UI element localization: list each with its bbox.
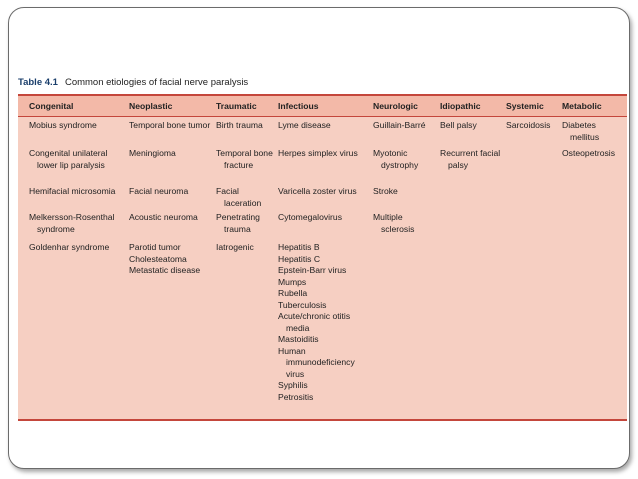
table-cell-item: Stroke <box>373 186 398 196</box>
table-cell-item: Human immunodeficiency virus <box>278 345 355 379</box>
table-cell-item: Multiple sclerosis <box>373 212 415 234</box>
table-cell-item: Congenital unilateral lower lip paralysis <box>29 148 108 170</box>
table-cell-item: Goldenhar syndrome <box>29 242 110 252</box>
table-cell-infectious <box>278 212 370 224</box>
table-cell-item: Facial laceration <box>216 186 262 208</box>
table-header-row <box>18 96 627 117</box>
table-cell-metabolic <box>562 120 626 143</box>
table-cell-item: Mastoiditis <box>278 334 319 344</box>
table-cell-traumatic <box>216 148 276 171</box>
table-cell-systemic <box>506 120 562 132</box>
table-cell-item: Osteopetrosis <box>562 148 616 158</box>
table-cell-neurologic <box>373 148 437 171</box>
table-cell-item: Varicella zoster virus <box>278 186 357 196</box>
table-cell-item: Facial neuroma <box>129 186 189 196</box>
table-cell-item: Bell palsy <box>440 120 477 130</box>
table-cell-item: Syphilis <box>278 380 308 390</box>
table-cell-item: Guillain-Barré <box>373 120 426 130</box>
table-cell-traumatic <box>216 186 276 209</box>
header-metabolic: Metabolic <box>562 101 602 111</box>
table-cell-item: Meningioma <box>129 148 176 158</box>
table-cell-neoplastic <box>129 212 211 224</box>
table-cell-item: Acoustic neuroma <box>129 212 198 222</box>
table-cell-item: Epstein-Barr virus <box>278 265 347 275</box>
table-cell-item: Mobius syndrome <box>29 120 97 130</box>
table-cell-item: Diabetes mellitus <box>562 120 600 142</box>
table-cell-traumatic <box>216 212 276 235</box>
table-cell-traumatic <box>216 242 276 254</box>
table-cell-item: Sarcoidosis <box>506 120 551 130</box>
table-caption <box>18 77 248 88</box>
header-neoplastic: Neoplastic <box>129 101 173 111</box>
table-cell-traumatic <box>216 120 276 132</box>
table-cell-item: Mumps <box>278 276 307 287</box>
table-cell-congenital <box>29 120 127 132</box>
table-cell-congenital <box>29 242 127 254</box>
table-cell-item: Hepatitis C <box>278 253 321 264</box>
header-neurologic: Neurologic <box>373 101 418 111</box>
table-cell-item: Cytomegalovirus <box>278 212 342 222</box>
table-cell-congenital <box>29 212 127 235</box>
table-cell-item: Myotonic dystrophy <box>373 148 419 170</box>
table-cell-congenital <box>29 186 127 198</box>
table-cell-metabolic <box>562 148 626 160</box>
table-cell-idiopathic <box>440 148 504 171</box>
table-cell-neurologic <box>373 120 437 132</box>
table-cell-item: Temporal bone fracture <box>216 148 273 170</box>
table-cell-congenital <box>29 148 127 171</box>
table-cell-item: Lyme disease <box>278 120 331 130</box>
table-cell-neoplastic <box>129 148 211 160</box>
table-cell-item: Herpes simplex virus <box>278 148 358 158</box>
table-cell-idiopathic <box>440 120 504 132</box>
table-cell-neoplastic <box>129 120 211 132</box>
table-cell-item: Rubella <box>278 288 308 298</box>
header-congenital: Congenital <box>29 101 74 111</box>
header-traumatic: Traumatic <box>216 101 257 111</box>
table-cell-neurologic <box>373 186 437 198</box>
table-cell-infectious <box>278 242 370 403</box>
table-cell-item: Birth trauma <box>216 120 263 130</box>
table-cell-item: Petrositis <box>278 391 314 402</box>
table-cell-neurologic <box>373 212 437 235</box>
table-cell-item: Melkersson-Rosenthal syndrome <box>29 212 115 234</box>
table-number: Table 4.1 <box>18 77 58 88</box>
table-cell-neoplastic <box>129 186 211 198</box>
etiology-table <box>18 94 627 421</box>
table-cell-infectious <box>278 148 370 160</box>
table-cell-item: Hemifacial microsomia <box>29 186 116 196</box>
table-cell-item: Temporal bone tumor <box>129 120 211 130</box>
table-title: Common etiologies of facial nerve paralysis <box>64 77 249 88</box>
table-cell-item: Metastatic disease <box>129 265 201 275</box>
table-cell-item: Tuberculosis <box>278 299 327 310</box>
table-cell-item: Hepatitis B <box>278 242 320 252</box>
table-cell-infectious <box>278 120 370 132</box>
table-cell-item: Cholesteatoma <box>129 253 187 264</box>
table-cell-item: Acute/chronic otitis media <box>278 311 351 333</box>
table-cell-infectious <box>278 186 370 198</box>
table-cell-item: Iatrogenic <box>216 242 254 252</box>
header-infectious: Infectious <box>278 101 319 111</box>
table-cell-neoplastic <box>129 242 211 277</box>
table-cell-item: Recurrent facial palsy <box>440 148 501 170</box>
table-cell-item: Parotid tumor <box>129 242 181 252</box>
header-idiopathic: Idiopathic <box>440 101 481 111</box>
header-systemic: Systemic <box>506 101 544 111</box>
table-cell-item: Penetrating trauma <box>216 212 260 234</box>
